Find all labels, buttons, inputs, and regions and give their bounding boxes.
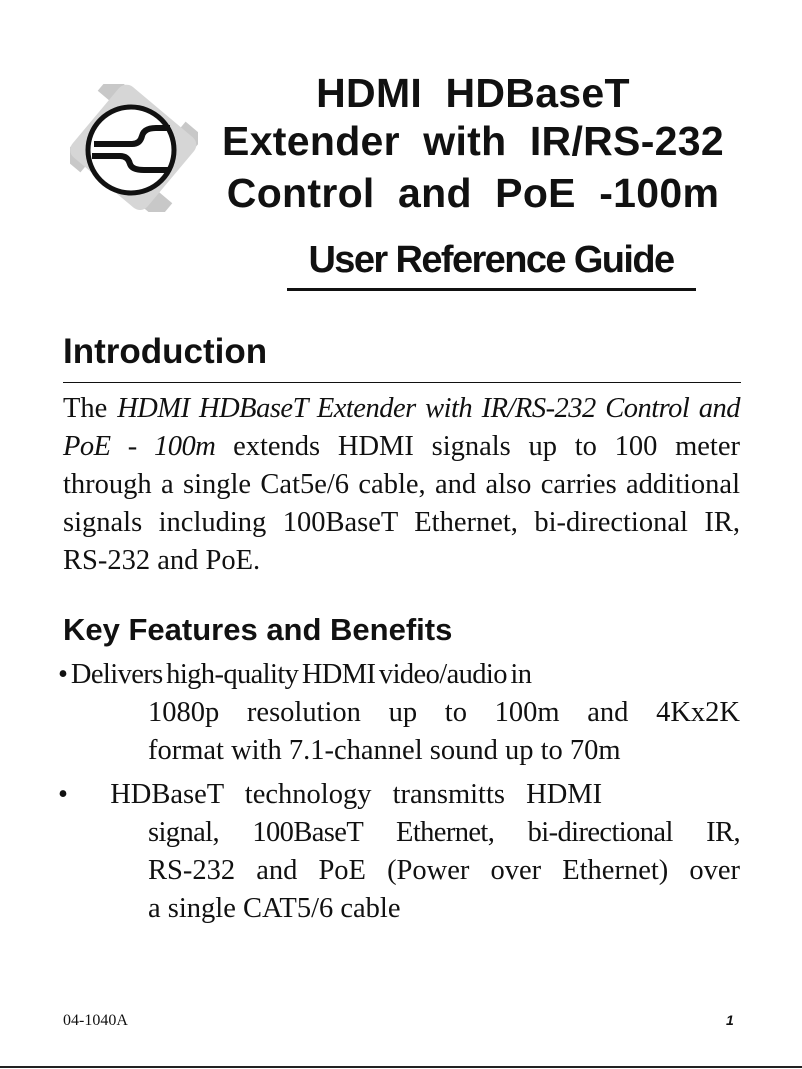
feature-item — [58, 776, 740, 928]
feature-line: format with 7.1-channel sound up to 70m — [148, 735, 621, 766]
document-subtitle: User Reference Guide — [308, 239, 674, 281]
title-line-3: Control and PoE -100m — [226, 170, 720, 216]
key-features-heading: Key Features and Benefits — [63, 612, 453, 647]
title-line-1: HDMI HDBaseT — [316, 70, 630, 116]
feature-line: • Delivers high-quality HDMI video/audio in — [58, 659, 532, 690]
feature-line: RS-232 and PoE (Power over Ethernet) over — [148, 855, 740, 886]
feature-line: a single CAT5/6 cable — [148, 893, 401, 924]
page-bottom-rule — [0, 1066, 802, 1068]
intro-body: extends HDMI signals up to 100 meter through a single Cat5e/6 cable, and also carries additional signals including 100BaseT Ethernet, bi-directional IR, RS-232 and PoE. — [63, 431, 740, 576]
feature-line: 1080p resolution up to 100m and 4Kx2K — [148, 697, 740, 728]
siig-logo-icon — [70, 84, 198, 212]
title-line-2: Extender with IR/RS-232 — [222, 118, 724, 164]
section-divider — [63, 382, 741, 383]
page-number: 1 — [726, 1012, 734, 1028]
feature-line: signal, 100BaseT Ethernet, bi-directional IR, — [148, 817, 740, 848]
subtitle-underline — [287, 288, 696, 291]
product-name: HDMI HDBaseT Extender with IR/RS-232 Control and PoE - 100m — [63, 393, 740, 462]
intro-lead: The — [63, 393, 108, 424]
introduction-paragraph — [63, 390, 740, 580]
feature-item — [58, 656, 740, 770]
feature-line: • HDBaseT technology transmitts HDMI — [58, 779, 603, 810]
document-code: 04-1040A — [63, 1012, 128, 1029]
introduction-heading: Introduction — [63, 332, 268, 371]
